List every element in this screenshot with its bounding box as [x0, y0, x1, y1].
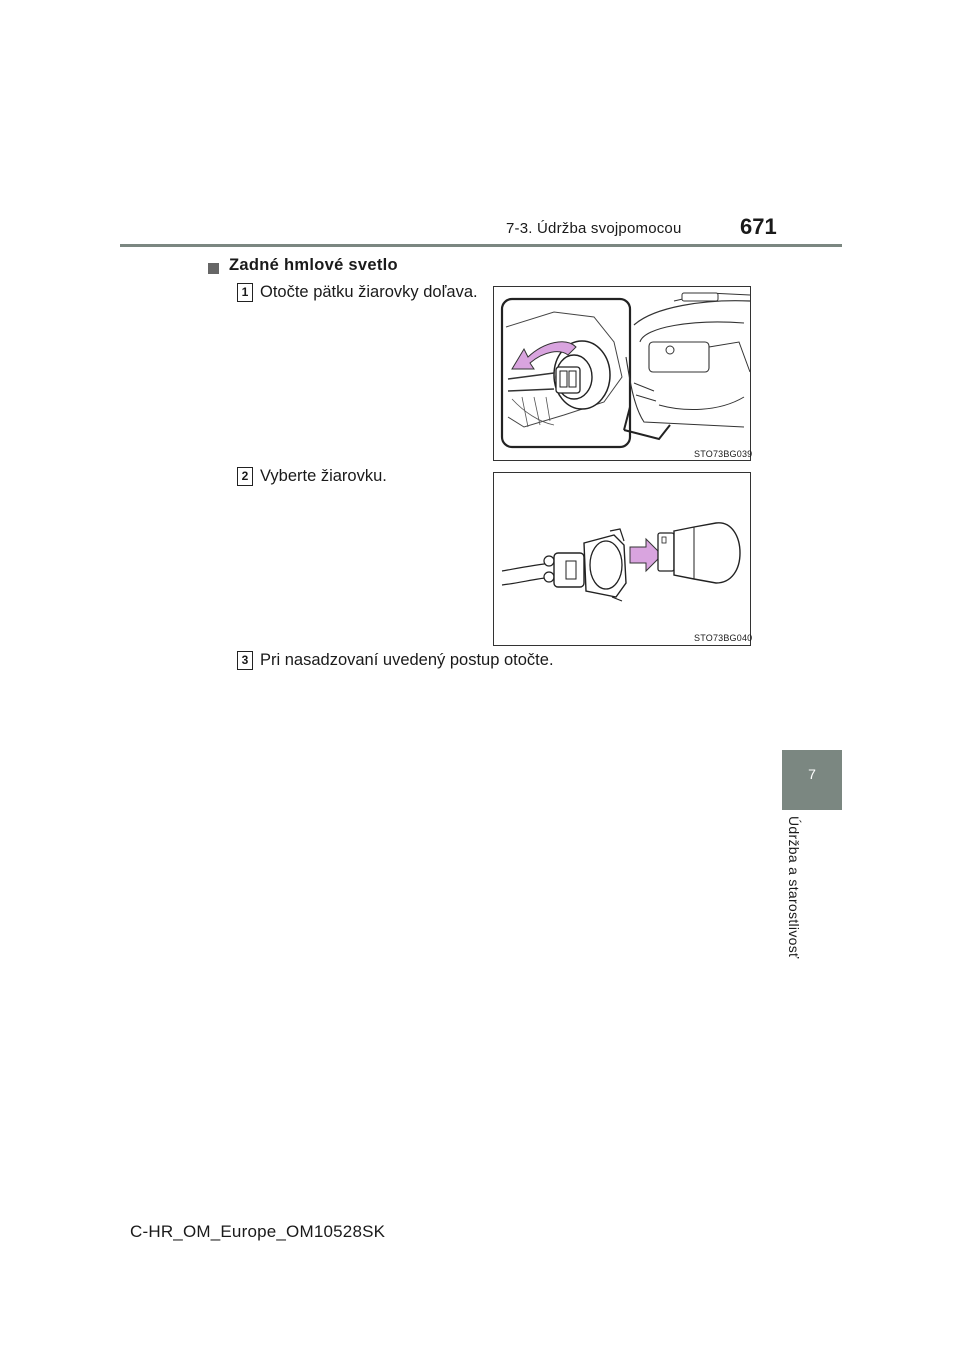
- section-square-icon: [208, 263, 219, 274]
- chapter-side-title: [782, 816, 812, 966]
- footer-document-id: C-HR_OM_Europe_OM10528SK: [130, 1222, 386, 1241]
- step-number-badge: 2: [237, 467, 253, 486]
- figure-code: STO73BG040: [694, 633, 753, 643]
- chapter-number: 7: [808, 766, 816, 782]
- step-text: Otočte pätku žiarovky doľava.: [260, 283, 478, 301]
- figure-rotate-socket: [493, 286, 751, 461]
- chapter-side-title-text: Údržba a starostlivosť: [786, 816, 802, 959]
- step-number-badge: 1: [237, 283, 253, 302]
- step-text: Vyberte žiarovku.: [260, 467, 387, 485]
- header-section-title: 7-3. Údržba svojpomocou: [506, 220, 682, 237]
- step-number-badge: 3: [237, 651, 253, 670]
- figure-code: STO73BG039: [694, 449, 753, 459]
- remove-bulb-illustration: [494, 473, 752, 647]
- step-text: Pri nasadzovaní uvedený postup otočte.: [260, 651, 554, 669]
- page-number: 671: [740, 214, 777, 239]
- header-divider: [120, 244, 842, 247]
- rotate-socket-illustration: [494, 287, 752, 462]
- figure-remove-bulb: [493, 472, 751, 646]
- section-heading: Zadné hmlové svetlo: [229, 256, 398, 274]
